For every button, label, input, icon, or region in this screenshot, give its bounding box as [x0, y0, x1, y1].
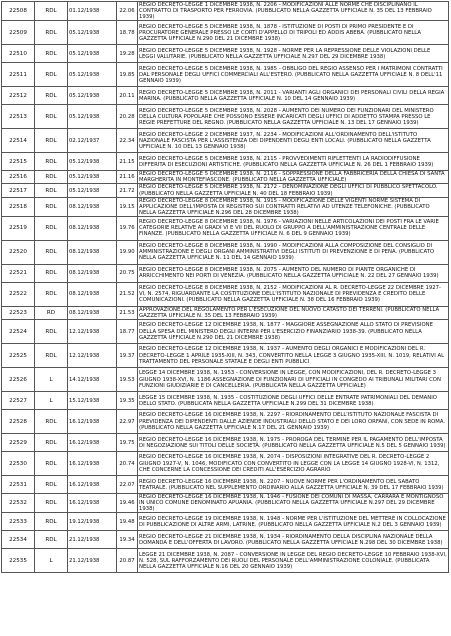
act-date: 08.12/1938	[68, 197, 117, 216]
act-description: REGIO DECRETO-LEGGE 16 DICEMBRE 1938, N. 2074 - DISPOSIZIONI INTEGRATIVE DEL R. DECRETO-LEGGE 2 GIUGNO 1927-V, N. 1046, MODIFICATO CON CONVERTITO IN LEGGE CON LA LEGGE 14 GIUGNO 1928-VI, N. 1312, CHE CONCERNE LA CONCESSIONE DEI CREDITI ALL'ESERCIZIO AGRARIO	[138, 452, 449, 476]
act-description: REGIO DECRETO-LEGGE 5 DICEMBRE 1938, N. 1928 - NORME PER LA REPRESSIONE DELLE VIOLAZIONI DELLE LEGGI VALUTARIE. (PUBBLICATO NELLA GAZZETTA UFFICIALE N.297 DEL 29 DICEMBRE 1938)	[138, 45, 449, 63]
act-page: 19.90	[117, 240, 138, 264]
act-description: REGIO DECRETO-LEGGE 8 DICEMBRE 1938, N. 2075 - AUMENTO DEL NUMERO DI PIANTE ORGANICHE DI ARRICCHIMENTO NEI PORTI DI VENEZIA. (PUBBLICATO NELLA GAZZETTA UFFICIALE N. 22 DEL 27 GENNAIO 1939)	[138, 264, 449, 282]
act-type: RDL	[35, 240, 68, 264]
table-row	[2, 153, 449, 171]
act-type: L	[35, 549, 68, 573]
act-date: 16.12/1938	[68, 476, 117, 494]
act-date: 16.12/1938	[68, 494, 117, 513]
act-type: RDL	[35, 282, 68, 306]
table-row	[2, 105, 449, 129]
act-date: 21.12/1938	[68, 531, 117, 549]
act-date: 08.12/1938	[68, 240, 117, 264]
act-date: 08.12/1938	[68, 216, 117, 240]
act-type: RDL	[35, 434, 68, 452]
table-row	[2, 344, 449, 368]
row-number: 22521	[2, 264, 35, 282]
table-row	[2, 264, 449, 282]
act-date: 16.12/1938	[68, 452, 117, 476]
row-number: 22522	[2, 282, 35, 306]
act-description: REGIO DECRETO-LEGGE 5 DICEMBRE 1938, N. 2116 - SOPPRESSIONE DELLA FABBRICERIA DELLA CHIESA DI SANTA MARGHERITA IN MONTEFIASCONE. (PUBBLICATO NELLA GAZZETTA UFFICIALE)	[138, 171, 449, 184]
act-description: REGIO DECRETO-LEGGE 16 DICEMBRE 1938, N. 2207 - NUOVE NORME PER L'ORDINAMENTO DEL SABATO TEATRALE. (PUBBLICATO NEL SUPPLEMENTO ORDINARIO ALLA GAZZETTA UFFICIALE N. 39 DEL 17 FEBBRAIO 1939)	[138, 476, 449, 494]
act-description: REGIO DECRETO-LEGGE 2 DICEMBRE 1937, N. 2234 - MODIFICAZIONI ALL'ORDINAMENTO DELL'ISTITUTO NAZIONALE FASCISTA PER L'ASSISTENZA DEI DIPENDENTI DEGLI ENTI LOCALI. (PUBBLICATO NELLA GAZZETTA UFFICIALE N. 10 DEL 13 GENNAIO 1938)	[138, 129, 449, 153]
act-type: RDL	[35, 129, 68, 153]
act-page: 20.28	[117, 105, 138, 129]
act-page: 21.16	[117, 171, 138, 184]
act-date: 15.12/1938	[68, 392, 117, 410]
act-date: 21.12/1938	[68, 549, 117, 573]
table-row	[2, 171, 449, 184]
act-page: 19.85	[117, 63, 138, 87]
act-type: RDL	[35, 63, 68, 87]
act-page: 22.07	[117, 476, 138, 494]
table-row	[2, 452, 449, 476]
act-page: 21.53	[117, 306, 138, 319]
row-number: 22523	[2, 306, 35, 319]
act-type: RDL	[35, 344, 68, 368]
act-date: 08.12/1938	[68, 306, 117, 319]
table-row	[2, 240, 449, 264]
table-row	[2, 63, 449, 87]
act-type: RDL	[35, 264, 68, 282]
act-description: REGIO DECRETO-LEGGE 8 DICEMBRE 1938, N. 1915 - MODIFICAZIONE DELLE VIGENTI NORME SISTEMA DI APPLICAZIONE DELL'IMPOSTA DI REGISTRO SUI CONTRATTI RELATIVI AD UTENZE TELEFONICHE. (PUBBLICATO NELLA GAZZETTA UFFICIALE N.296 DEL 28 DICEMBRE 1938)	[138, 197, 449, 216]
act-type: RDL	[35, 21, 68, 45]
act-description: REGIO DECRETO-LEGGE 5 DICEMBRE 1938, N. 2172 - DENOMINAZIONE DEGLI UFFICI DI PUBBLICO SPETTACOLO. (PUBBLICATO NELLA GAZZETTA UFFICIALE N. 40 DEL 18 FEBBRAIO 1939)	[138, 184, 449, 197]
act-page: 19.48	[117, 513, 138, 531]
row-number: 22533	[2, 513, 35, 531]
table-row	[2, 410, 449, 434]
row-number: 22532	[2, 494, 35, 513]
table-row	[2, 216, 449, 240]
row-number: 22530	[2, 452, 35, 476]
act-page: 19.35	[117, 392, 138, 410]
act-description: REGIO DECRETO-LEGGE 12 DICEMBRE 1938, N. 1937 - AUMENTO DEGLI ORGANICI E MODIFICAZIONI DEL R. DECRETO-LEGGE 1 APRILE 1935-XIII, N. 343, CONVERTITO NELLA LEGGE 3 GIUGNO 1935-XIII, N. 1019, RELATIVI AL TRATTAMENTO DEL PERSONALE STATALE E DEGLI ENTI PUBBLICI	[138, 344, 449, 368]
act-page: 22.97	[117, 410, 138, 434]
row-number: 22518	[2, 197, 35, 216]
act-description: REGIO DECRETO-LEGGE 8 DICEMBRE 1938, N. 1976 - VARIAZIONI NELLE ARTICOLAZIONI DEI POSTI FRA LE VARIE CATEGORIE RELATIVE AI GRADI VI E VII DEL RUOLO DI GRUPPO A DELL'AMMINISTRAZIONE CENTRALE DELLE FINANZE. (PUBBLICATO NELLA GAZZETTA UFFICIALE N. 6 DEL 9 GENNAIO 1939)	[138, 216, 449, 240]
act-page: 19.34	[117, 531, 138, 549]
act-page: 19.53	[117, 368, 138, 392]
act-date: 01.12/1938	[68, 2, 117, 21]
row-number: 22509	[2, 21, 35, 45]
act-date: 16.12/1938	[68, 434, 117, 452]
act-page: 19.28	[117, 45, 138, 63]
table-row	[2, 476, 449, 494]
row-number: 22514	[2, 129, 35, 153]
act-page: 19.76	[117, 216, 138, 240]
act-description: LEGGE 15 DICEMBRE 1938, N. 1935 - COSTITUZIONE DEGLI UFFICI DELLE ENTRATE PATRIMONIALI DEL DEMANIO DELLO STATO. (PUBBLICATA NELLA GAZZETTA UFFICIALE N.299 DEL 31 DICEMBRE 1938)	[138, 392, 449, 410]
act-type: RDL	[35, 105, 68, 129]
row-number: 22525	[2, 344, 35, 368]
table-row	[2, 494, 449, 513]
act-type: RDL	[35, 184, 68, 197]
act-type: RDL	[35, 2, 68, 21]
row-number: 22519	[2, 216, 35, 240]
act-date: 05.12/1938	[68, 87, 117, 105]
row-number: 22517	[2, 184, 35, 197]
act-page: 18.77	[117, 320, 138, 344]
table-row	[2, 45, 449, 63]
row-number: 22508	[2, 2, 35, 21]
act-date: 05.12/1938	[68, 184, 117, 197]
act-type: RDL	[35, 513, 68, 531]
act-page: 22.06	[117, 2, 138, 21]
act-page: 20.11	[117, 87, 138, 105]
row-number: 22511	[2, 63, 35, 87]
act-description: REGIO DECRETO-LEGGE 21 DICEMBRE 1938, N. 1934 - RIORDINAMENTO DELLA DISCIPLINA NAZIONALE DELLA DOMANDA E DELL'OFFERTA DI LAVORO. (PUBBLICATO NELLA GAZZETTA UFFICIALE N.298 DEL 30 DICEMBRE 1938)	[138, 531, 449, 549]
act-description: REGIO DECRETO-LEGGE 5 DICEMBRE 1938, N. 2028 - AUMENTO DEI NUMERO DEI FUNZIONARI DEL MINISTERO DELLA CULTURA POPOLARE CHE POSSONO ESSERE INCARICATI DEGLI UFFICI DI ADDETTO STAMPA PRESSO LE REGIE PREFETTURE DEL REGNO. (PUBBLICATO NELLA GAZZETTA UFFICIALE N. 13 DEL 17 GENNAIO 1939)	[138, 105, 449, 129]
act-description: REGIO DECRETO-LEGGE 5 DICEMBRE 1938, N. 1878 - ISTITUZIONE DI POSTI DI PRIMO PRESIDENTE E DI PROCURATORE GENERALE PRESSO LE CORTI D'APPELLO DI TRIPOLI ED ADDIS ABEBA. (PUBBLICATO NELLA GAZZETTA UFFICIALE N.290 DEL 21 DICEMBRE 1938)	[138, 21, 449, 45]
act-date: 14.12/1938	[68, 368, 117, 392]
act-description: REGIO DECRETO-LEGGE 1 DICEMBRE 1938, N. 2206 - MODIFICAZIONI ALLE NORME CHE DISCIPLINANO IL CONTRATTO DI TRASPORTO PER FERROVIA. (PUBBLICATO NELLA GAZZETTA UFFICIALE N. 35 DEL 13 FEBBRAIO 1939)	[138, 2, 449, 21]
act-page: 20.87	[117, 549, 138, 573]
row-number: 22534	[2, 531, 35, 549]
row-number: 22524	[2, 320, 35, 344]
row-number: 22529	[2, 434, 35, 452]
act-description: REGIO DECRETO-LEGGE 12 DICEMBRE 1938, N. 1877 - MAGGIORE ASSEGNAZIONE ALLO STATO DI PREVISIONE DELLA SPESA DEL MINISTERO DEGLI INTERNI PER L'ESERCIZIO FINANZIARIO 1938-39. (PUBBLICATO NELLA GAZZETTA UFFICIALE N.290 DEL 21 DICEMBRE 1938)	[138, 320, 449, 344]
act-date: 02.12/1937	[68, 129, 117, 153]
act-page: 21.52	[117, 282, 138, 306]
act-type: RD	[35, 306, 68, 319]
act-date: 16.12/1938	[68, 410, 117, 434]
act-description: REGIO DECRETO-LEGGE 19 DICEMBRE 1938, N. 1948 - NORME PER L'ISTITUZIONE DEL METTERE IN COLLOCAZIONE DI PUBBLICAZIONE DI ALTRE ARMI, LATRINE. (PUBBLICATO NELLA GAZZETTA UFFICIALE N.2 DEL 3 GENNAIO 1939)	[138, 513, 449, 531]
act-page: 18.78	[117, 21, 138, 45]
act-date: 05.12/1938	[68, 21, 117, 45]
act-type: RDL	[35, 476, 68, 494]
table-row	[2, 434, 449, 452]
table-row	[2, 282, 449, 306]
row-number: 22515	[2, 153, 35, 171]
act-description: REGIO DECRETO-LEGGE 8 DICEMBRE 1938, N. 1990 - MODIFICAZIONI ALLA COMPOSIZIONE DEL CONSIGLIO DI AMMINISTRAZIONE E DEGLI ORGANI AMMINISTRATIVI DEGLI ISTITUTI DI PREVENZIONE E DI PENA. (PUBBLICATO NELLA GAZZETTA UFFICIALE N. 11 DEL 14 GENNAIO 1939)	[138, 240, 449, 264]
act-description: REGIO DECRETO-LEGGE 8 DICEMBRE 1938, N. 2152 - MODIFICAZIONI AL R. DECRETO-LEGGE 22 DICEMBRE 1927-VI, N. 2574, RIGUARDANTE LA COSTITUZIONE DELL'ISTITUTO NAZIONALE DI PREVIDENZA E CREDITO DELLE COMUNICAZIONI. (PUBBLICATO NELLA GAZZETTA UFFICIALE N. 38 DEL 16 FEBBRAIO 1939)	[138, 282, 449, 306]
row-number: 22516	[2, 171, 35, 184]
table-row	[2, 21, 449, 45]
act-page: 19.37	[117, 344, 138, 368]
act-description: REGIO DECRETO-LEGGE 16 DICEMBRE 1938, N. 1975 - PROROGA DEL TERMINE PER IL PAGAMENTO DELL'IMPOSTA DI NEGOZIAZIONE SUI TITOLI DELLE SOCIETÀ. (PUBBLICATO NELLA GAZZETTA UFFICIALE N.5 DEL 5 GENNAIO 1939)	[138, 434, 449, 452]
act-page: 19.75	[117, 434, 138, 452]
act-type: RDL	[35, 171, 68, 184]
act-page: 22.34	[117, 129, 138, 153]
row-number: 22527	[2, 392, 35, 410]
act-page: 20.75	[117, 264, 138, 282]
act-page: 21.72	[117, 184, 138, 197]
act-date: 12.12/1938	[68, 344, 117, 368]
act-date: 08.12/1938	[68, 264, 117, 282]
row-number: 22535	[2, 549, 35, 573]
act-date: 08.12/1938	[68, 282, 117, 306]
act-type: RDL	[35, 452, 68, 476]
row-number: 22531	[2, 476, 35, 494]
act-type: RDL	[35, 410, 68, 434]
row-number: 22528	[2, 410, 35, 434]
table-row	[2, 549, 449, 573]
table-row	[2, 87, 449, 105]
row-number: 22526	[2, 368, 35, 392]
act-date: 05.12/1938	[68, 105, 117, 129]
row-number: 22513	[2, 105, 35, 129]
table-row	[2, 320, 449, 344]
row-number: 22512	[2, 87, 35, 105]
act-type: RDL	[35, 216, 68, 240]
table-row	[2, 2, 449, 21]
act-type: L	[35, 368, 68, 392]
act-page: 19.46	[117, 494, 138, 513]
row-number: 22510	[2, 45, 35, 63]
act-type: RDL	[35, 45, 68, 63]
act-description: REGIO DECRETO-LEGGE 16 DICEMBRE 1938, N. 2297 - RIORDINAMENTO DELL'ISTITUTO NAZIONALE FASCISTA DI PREVIDENZA DEI DIPENDENTI DALLE AZIENDE INDUSTRIALI DELLO STATO E DEI LORO ORFANI, CON SEDE IN ROMA. (PUBBLICATO NELLA GAZZETTA UFFICIALE N.17 DEL 21 GENNAIO 1939)	[138, 410, 449, 434]
act-description: REGIO DECRETO-LEGGE 5 DICEMBRE 1938, N. 2115 - PROVVEDIMENTI RIFLETTENTI LA RADIODIFFUSIONE DIFFERITA DI ESECUZIONI ARTISTICHE. (PUBBLICATO NELLA GAZZETTA UFFICIALE N. 26 DEL 1 FEBBRAIO 1939)	[138, 153, 449, 171]
act-type: RDL	[35, 320, 68, 344]
act-type: RDL	[35, 197, 68, 216]
act-page: 20.74	[117, 452, 138, 476]
table-row	[2, 129, 449, 153]
table-row	[2, 392, 449, 410]
row-number: 22520	[2, 240, 35, 264]
act-date: 05.12/1938	[68, 45, 117, 63]
act-type: RDL	[35, 494, 68, 513]
act-type: RDL	[35, 87, 68, 105]
table-row	[2, 368, 449, 392]
act-description: LEGGE 14 DICEMBRE 1938, N. 1953 - CONVERSIONE IN LEGGE, CON MODIFICAZIONI, DEL R. DECRETO-LEGGE 3 GIUGNO 1938-XVI, N. 1186 ASSEGNAZIONE DI FUNZIONARI DI UFFICIALI IN CONGEDO AI TRIBUNALI MILITARI CON FUNZIONI GIUDIZIARIE E DI CANCELLERIA. (PUBBLICATA NELLA GAZZETTA UFFICIALE)	[138, 368, 449, 392]
table-row	[2, 513, 449, 531]
act-date: 05.12/1938	[68, 63, 117, 87]
table-row	[2, 306, 449, 319]
act-date: 19.12/1938	[68, 513, 117, 531]
act-page: 21.15	[117, 153, 138, 171]
act-page: 19.15	[117, 197, 138, 216]
table-row	[2, 531, 449, 549]
act-description: REGIO DECRETO-LEGGE 5 DICEMBRE 1938, N. 2011 - VARIANTI AGLI ORGANICI DEI PERSONALI CIVILI DELLA REGIA MARINA. (PUBBLICATO NELLA GAZZETTA UFFICIALE N. 10 DEL 14 GENNAIO 1939)	[138, 87, 449, 105]
act-description: REGIO DECRETO-LEGGE 5 DICEMBRE 1938, N. 1985 - OBBLIGO DEL REGIO ASSENSO PER I MATRIMONI CONTRATTI DAL PERSONALE DEGLI UFFICI COMMERCIALI ALL'ESTERO. (PUBBLICATO NELLA GAZZETTA UFFICIALE N. 8 DELL'11 GENNAIO 1939)	[138, 63, 449, 87]
act-date: 05.12/1938	[68, 171, 117, 184]
act-date: 12.12/1938	[68, 320, 117, 344]
legislation-table	[1, 1, 449, 573]
table-row	[2, 197, 449, 216]
act-date: 05.12/1938	[68, 153, 117, 171]
act-description: LEGGE 21 DICEMBRE 1938, N. 2087 - CONVERSIONE IN LEGGE DEL REGIO DECRETO-LEGGE 10 FEBBRAIO 1938-XVI, N. 528, SUL RAFFORZAMENTO DEI RUOLI DEL PERSONALE DELL'AMMINISTRAZIONE COLONIALE. (PUBBLICATA NELLA GAZZETTA UFFICIALE N.16 DEL 20 GENNAIO 1939)	[138, 549, 449, 573]
act-type: L	[35, 392, 68, 410]
act-description: REGIO DECRETO-LEGGE 16 DICEMBRE 1938, N. 1946 - FUSIONE DEI COMUNI DI MASSA, CARRARA E MONTIGNOSO IN UNICO COMUNE DENOMINATO APUANIA. (PUBBLICATO NELLA GAZZETTA UFFICIALE N.297 DEL 29 DICEMBRE 1938)	[138, 494, 449, 513]
table-row	[2, 184, 449, 197]
act-description: APPROVAZIONE DEL REGOLAMENTO PER L'ESECUZIONE DEL NUOVO CATASTO DEI TERRENI. (PUBBLICATO NELLA GAZZETTA UFFICIALE N. 35 DEL 13 FEBBRAIO 1939)	[138, 306, 449, 319]
act-type: RDL	[35, 531, 68, 549]
act-type: RDL	[35, 153, 68, 171]
